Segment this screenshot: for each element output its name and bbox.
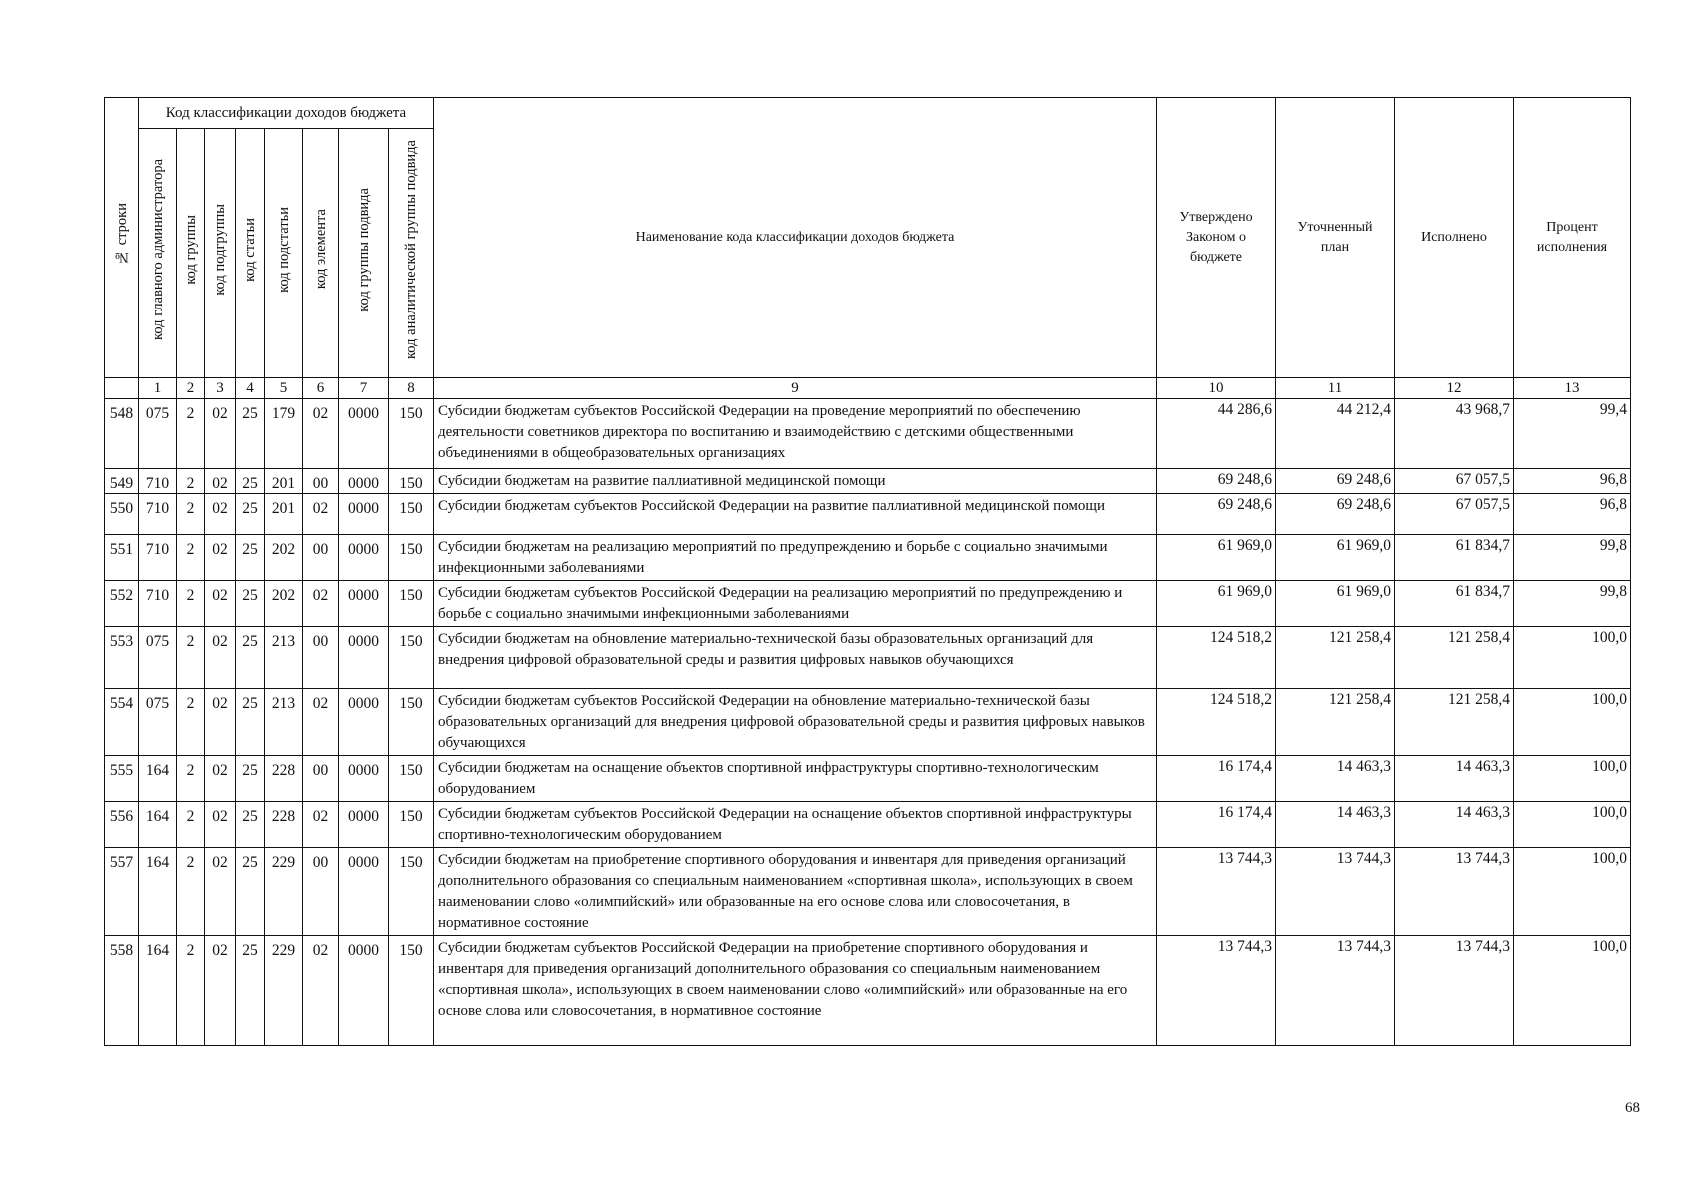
column-number: 4 [236,378,265,399]
cell-plan: 13 744,3 [1276,848,1395,936]
table-header [105,98,1631,399]
cell-article-code: 25 [236,494,265,535]
header-approved: Утверждено Законом о бюджете [1157,98,1276,378]
cell-subarticle-code: 179 [265,399,303,469]
cell-done: 67 057,5 [1395,494,1514,535]
cell-article-code: 25 [236,627,265,689]
table-row [105,848,1631,936]
table-row [105,535,1631,581]
cell-subgroup-code: 02 [205,689,236,756]
header-done: Исполнено [1395,98,1514,378]
cell-subgroup-code: 02 [205,494,236,535]
cell-subtype-group-code: 0000 [339,581,389,627]
cell-plan: 14 463,3 [1276,756,1395,802]
cell-row-number: 558 [105,936,139,1046]
cell-admin-code: 710 [139,581,177,627]
cell-admin-code: 164 [139,802,177,848]
cell-subgroup-code: 02 [205,848,236,936]
cell-element-code: 00 [303,469,339,494]
cell-article-code: 25 [236,802,265,848]
cell-approved: 124 518,2 [1157,689,1276,756]
cell-row-number: 550 [105,494,139,535]
cell-approved: 69 248,6 [1157,494,1276,535]
cell-subarticle-code: 213 [265,627,303,689]
cell-percent: 100,0 [1514,689,1631,756]
cell-admin-code: 710 [139,535,177,581]
cell-subgroup-code: 02 [205,469,236,494]
column-numbers-row [105,378,1631,399]
cell-subgroup-code: 02 [205,936,236,1046]
cell-plan: 121 258,4 [1276,689,1395,756]
header-code-group: Код классификации доходов бюджета [139,98,434,129]
column-number: 9 [434,378,1157,399]
cell-element-code: 00 [303,535,339,581]
header-plan: Уточненный план [1276,98,1395,378]
cell-name: Субсидии бюджетам на развитие паллиативной медицинской помощи [434,469,1157,494]
cell-row-number: 554 [105,689,139,756]
cell-element-code: 02 [303,802,339,848]
cell-subtype-group-code: 0000 [339,627,389,689]
cell-row-number: 552 [105,581,139,627]
cell-name: Субсидии бюджетам на реализацию мероприятий по предупреждению и борьбе с социально значимыми инфекционными заболеваниями [434,535,1157,581]
budget-revenue-table [104,97,1631,1046]
cell-percent: 96,8 [1514,494,1631,535]
cell-analytic-code: 150 [389,469,434,494]
column-number: 8 [389,378,434,399]
cell-element-code: 02 [303,399,339,469]
cell-subarticle-code: 228 [265,802,303,848]
column-number: 10 [1157,378,1276,399]
header-code-8 [389,129,434,378]
cell-analytic-code: 150 [389,936,434,1046]
cell-article-code: 25 [236,848,265,936]
cell-row-number: 553 [105,627,139,689]
cell-article-code: 25 [236,469,265,494]
cell-percent: 99,8 [1514,535,1631,581]
cell-done: 13 744,3 [1395,936,1514,1046]
column-number: 2 [177,378,205,399]
cell-group-code: 2 [177,627,205,689]
cell-article-code: 25 [236,936,265,1046]
cell-approved: 61 969,0 [1157,535,1276,581]
cell-approved: 44 286,6 [1157,399,1276,469]
header-code-label: код элемента [312,209,329,290]
cell-subgroup-code: 02 [205,581,236,627]
cell-plan: 121 258,4 [1276,627,1395,689]
cell-element-code: 02 [303,689,339,756]
table-row [105,469,1631,494]
cell-name: Субсидии бюджетам на оснащение объектов спортивной инфраструктуры спортивно-технологическим оборудованием [434,756,1157,802]
cell-group-code: 2 [177,399,205,469]
budget-revenue-table-wrapper [104,97,1631,1046]
header-percent: Процент исполнения [1514,98,1631,378]
cell-admin-code: 710 [139,469,177,494]
column-number: 12 [1395,378,1514,399]
cell-group-code: 2 [177,469,205,494]
cell-group-code: 2 [177,848,205,936]
header-code-label: код статьи [242,217,258,282]
table-row [105,399,1631,469]
cell-group-code: 2 [177,494,205,535]
cell-name: Субсидии бюджетам субъектов Российской Федерации на обновление материально-технической базы образовательных организаций для внедрения цифровой образовательной среды и развития цифровых навыков обучающихся [434,689,1157,756]
cell-subarticle-code: 228 [265,756,303,802]
header-code-label: код подгруппы [212,203,228,296]
table-row [105,936,1631,1046]
table-row [105,689,1631,756]
cell-row-number: 551 [105,535,139,581]
cell-plan: 69 248,6 [1276,469,1395,494]
header-code-label: код главного администратора [149,159,166,340]
cell-subtype-group-code: 0000 [339,469,389,494]
cell-done: 14 463,3 [1395,756,1514,802]
cell-done: 13 744,3 [1395,848,1514,936]
cell-percent: 100,0 [1514,848,1631,936]
cell-name: Субсидии бюджетам субъектов Российской Федерации на оснащение объектов спортивной инфраструктуры спортивно-технологическим оборудованием [434,802,1157,848]
cell-subgroup-code: 02 [205,399,236,469]
column-number: 6 [303,378,339,399]
cell-approved: 13 744,3 [1157,936,1276,1046]
cell-element-code: 02 [303,494,339,535]
cell-analytic-code: 150 [389,494,434,535]
cell-subtype-group-code: 0000 [339,689,389,756]
cell-subarticle-code: 201 [265,469,303,494]
header-code-6 [303,129,339,378]
cell-done: 43 968,7 [1395,399,1514,469]
cell-subgroup-code: 02 [205,627,236,689]
cell-name: Субсидии бюджетам на приобретение спортивного оборудования и инвентаря для приведения организаций дополнительного образования со специальным наименованием «спортивная школа», использующих в своем наименовании слово «олимпийский» или образованные на его основе слова или словосочетания, в нормативное состояние [434,848,1157,936]
cell-subarticle-code: 213 [265,689,303,756]
cell-done: 61 834,7 [1395,581,1514,627]
cell-group-code: 2 [177,581,205,627]
table-row [105,756,1631,802]
cell-subtype-group-code: 0000 [339,399,389,469]
column-number: 1 [139,378,177,399]
table-row [105,494,1631,535]
cell-admin-code: 075 [139,627,177,689]
cell-percent: 100,0 [1514,627,1631,689]
cell-analytic-code: 150 [389,689,434,756]
cell-name: Субсидии бюджетам субъектов Российской Федерации на реализацию мероприятий по предупреждению и борьбе с социально значимыми инфекционными заболеваниями [434,581,1157,627]
header-code-4 [236,129,265,378]
cell-percent: 100,0 [1514,802,1631,848]
cell-done: 67 057,5 [1395,469,1514,494]
cell-percent: 100,0 [1514,756,1631,802]
cell-article-code: 25 [236,399,265,469]
cell-percent: 96,8 [1514,469,1631,494]
cell-row-number: 555 [105,756,139,802]
cell-group-code: 2 [177,756,205,802]
table-row [105,802,1631,848]
cell-analytic-code: 150 [389,581,434,627]
cell-element-code: 00 [303,848,339,936]
cell-subtype-group-code: 0000 [339,756,389,802]
cell-name: Субсидии бюджетам субъектов Российской Федерации на проведение мероприятий по обеспечению деятельности советников директора по воспитанию и взаимодействию с детскими общественными объединениями в общеобразовательных организациях [434,399,1157,469]
header-row-number-label: № строки [113,203,130,265]
cell-row-number: 548 [105,399,139,469]
cell-subtype-group-code: 0000 [339,848,389,936]
header-code-3 [205,129,236,378]
header-code-2 [177,129,205,378]
table-row [105,581,1631,627]
column-number: 13 [1514,378,1631,399]
cell-subgroup-code: 02 [205,756,236,802]
cell-done: 121 258,4 [1395,627,1514,689]
cell-article-code: 25 [236,581,265,627]
header-code-label: код подстатьи [275,206,292,293]
cell-subarticle-code: 229 [265,936,303,1046]
cell-subgroup-code: 02 [205,802,236,848]
header-code-label: код аналитической группы подвида [403,140,419,359]
cell-article-code: 25 [236,535,265,581]
cell-row-number: 549 [105,469,139,494]
cell-approved: 124 518,2 [1157,627,1276,689]
cell-percent: 99,8 [1514,581,1631,627]
column-number: 3 [205,378,236,399]
cell-subtype-group-code: 0000 [339,494,389,535]
cell-plan: 61 969,0 [1276,535,1395,581]
cell-subarticle-code: 202 [265,535,303,581]
cell-plan: 13 744,3 [1276,936,1395,1046]
column-number: 5 [265,378,303,399]
cell-subarticle-code: 201 [265,494,303,535]
cell-analytic-code: 150 [389,802,434,848]
cell-admin-code: 075 [139,689,177,756]
cell-admin-code: 164 [139,848,177,936]
cell-subtype-group-code: 0000 [339,936,389,1046]
cell-plan: 44 212,4 [1276,399,1395,469]
cell-analytic-code: 150 [389,535,434,581]
cell-element-code: 00 [303,627,339,689]
cell-approved: 13 744,3 [1157,848,1276,936]
header-code-label: код группы [182,214,199,285]
cell-plan: 14 463,3 [1276,802,1395,848]
cell-admin-code: 710 [139,494,177,535]
cell-percent: 99,4 [1514,399,1631,469]
cell-analytic-code: 150 [389,756,434,802]
table-body [105,399,1631,1046]
cell-group-code: 2 [177,535,205,581]
cell-subtype-group-code: 0000 [339,802,389,848]
cell-analytic-code: 150 [389,399,434,469]
cell-plan: 69 248,6 [1276,494,1395,535]
cell-name: Субсидии бюджетам субъектов Российской Федерации на развитие паллиативной медицинской помощи [434,494,1157,535]
cell-approved: 16 174,4 [1157,802,1276,848]
header-code-label: код группы подвида [355,187,372,312]
cell-element-code: 00 [303,756,339,802]
cell-plan: 61 969,0 [1276,581,1395,627]
cell-admin-code: 075 [139,399,177,469]
cell-done: 61 834,7 [1395,535,1514,581]
cell-article-code: 25 [236,689,265,756]
column-number-blank [105,378,139,399]
cell-analytic-code: 150 [389,627,434,689]
cell-article-code: 25 [236,756,265,802]
cell-percent: 100,0 [1514,936,1631,1046]
cell-admin-code: 164 [139,936,177,1046]
cell-subarticle-code: 229 [265,848,303,936]
cell-group-code: 2 [177,936,205,1046]
cell-done: 121 258,4 [1395,689,1514,756]
cell-name: Субсидии бюджетам на обновление материально-технической базы образовательных организаций для внедрения цифровой образовательной среды и развития цифровых навыков обучающихся [434,627,1157,689]
cell-element-code: 02 [303,936,339,1046]
cell-subgroup-code: 02 [205,535,236,581]
column-number: 7 [339,378,389,399]
cell-subtype-group-code: 0000 [339,535,389,581]
header-code-5 [265,129,303,378]
cell-subarticle-code: 202 [265,581,303,627]
cell-name: Субсидии бюджетам субъектов Российской Федерации на приобретение спортивного оборудования и инвентаря для приведения организаций дополнительного образования со специальным наименованием «спортивная школа», использующих в своем наименовании слово «олимпийский» или образованные на его основе слова или словосочетания, в нормативное состояние [434,936,1157,1046]
cell-approved: 69 248,6 [1157,469,1276,494]
table-row [105,627,1631,689]
page-number: 68 [1625,1100,1640,1116]
cell-done: 14 463,3 [1395,802,1514,848]
header-code-7 [339,129,389,378]
cell-row-number: 557 [105,848,139,936]
column-number: 11 [1276,378,1395,399]
header-row-number [105,98,139,378]
header-code-1 [139,129,177,378]
cell-approved: 61 969,0 [1157,581,1276,627]
cell-group-code: 2 [177,689,205,756]
cell-approved: 16 174,4 [1157,756,1276,802]
cell-admin-code: 164 [139,756,177,802]
cell-group-code: 2 [177,802,205,848]
cell-element-code: 02 [303,581,339,627]
cell-analytic-code: 150 [389,848,434,936]
header-name: Наименование кода классификации доходов бюджета [434,98,1157,378]
cell-row-number: 556 [105,802,139,848]
